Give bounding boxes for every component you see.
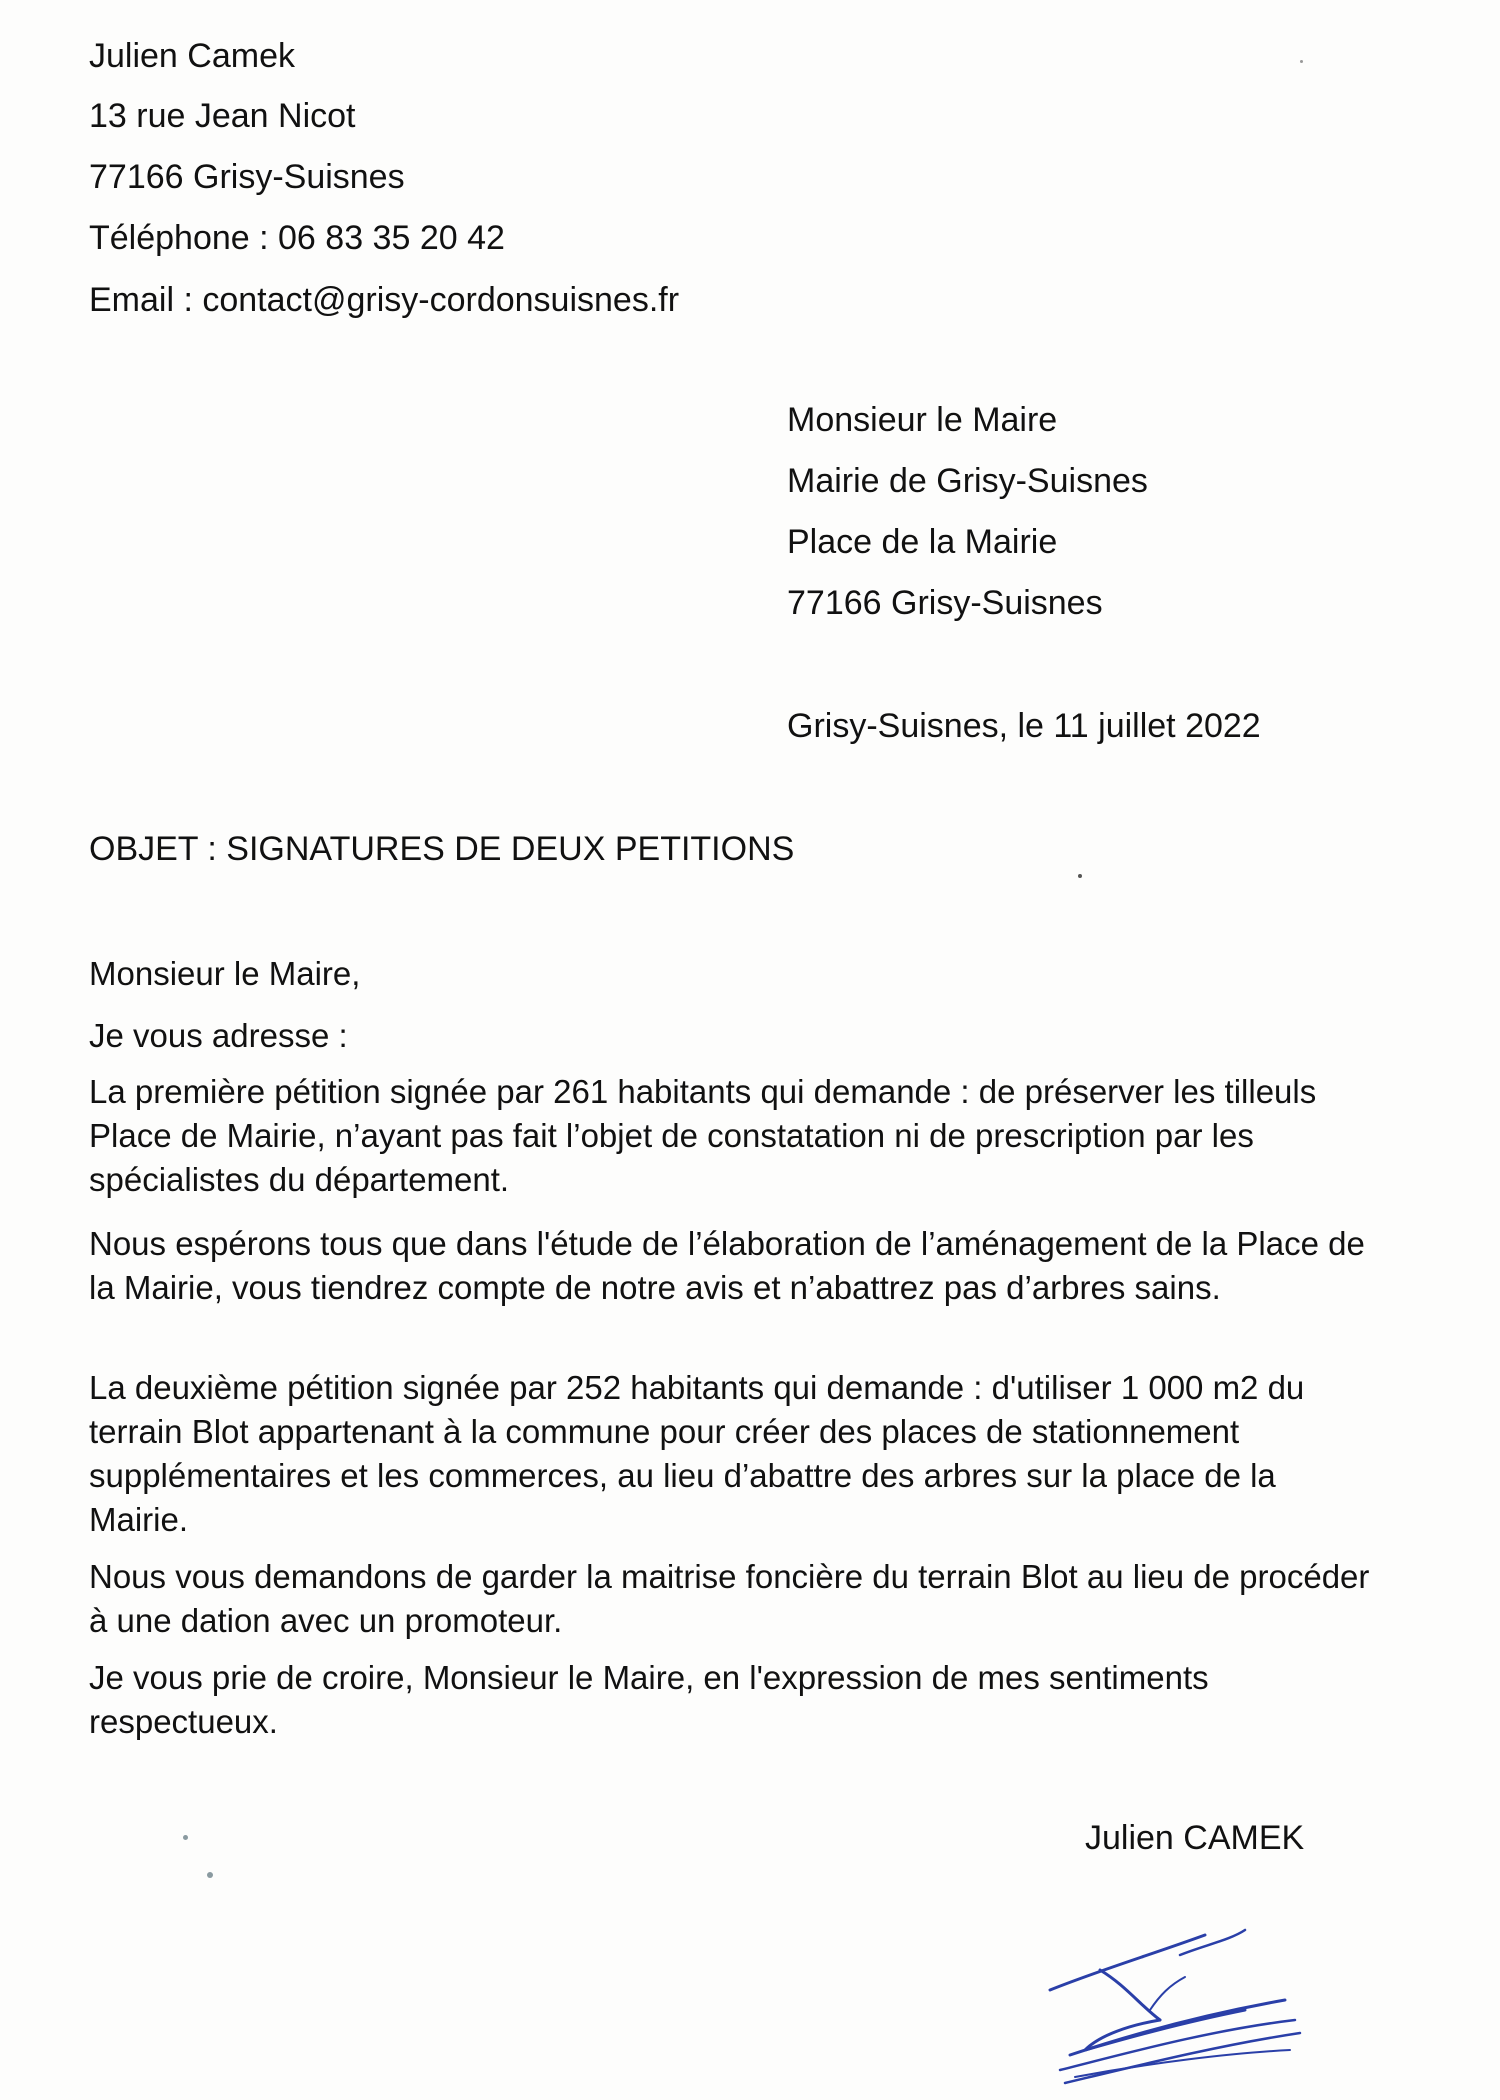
paragraph-closing: Je vous prie de croire, Monsieur le Maire, en l'expression de mes sentiments respectueux. — [89, 1659, 1209, 1740]
sender-email: Email : contact@grisy-cordonsuisnes.fr — [89, 281, 680, 319]
recipient-institution: Mairie de Grisy-Suisnes — [787, 462, 1148, 500]
signature-name: Julien CAMEK — [1085, 1819, 1305, 1857]
recipient-city: 77166 Grisy-Suisnes — [787, 584, 1103, 622]
letter-date: Grisy-Suisnes, le 11 juillet 2022 — [787, 707, 1261, 745]
handwritten-signature — [1030, 1915, 1310, 2090]
sender-street: 13 rue Jean Nicot — [89, 97, 356, 135]
sender-name: Julien Camek — [89, 37, 295, 75]
sender-phone: Téléphone : 06 83 35 20 42 — [89, 219, 505, 257]
recipient-street: Place de la Mairie — [787, 523, 1058, 561]
paragraph-land-request: Nous vous demandons de garder la maitrise foncière du terrain Blot au lieu de procéder à une dation avec un promoteur. — [89, 1558, 1370, 1639]
intro-line: Je vous adresse : — [89, 1017, 348, 1054]
scan-speck — [207, 1872, 213, 1878]
salutation: Monsieur le Maire, — [89, 955, 361, 992]
paragraph-second-petition: La deuxième pétition signée par 252 habitants qui demande : d'utiliser 1 000 m2 du terrain Blot appartenant à la commune pour créer des places de stationnement supplémentaires et les commerces, au lieu d’abattre des arbres sur la place de la Mairie. — [89, 1369, 1305, 1538]
sender-city: 77166 Grisy-Suisnes — [89, 158, 405, 196]
recipient-title: Monsieur le Maire — [787, 401, 1058, 439]
scan-speck — [1300, 60, 1303, 63]
paragraph-hope: Nous espérons tous que dans l'étude de l’élaboration de l’aménagement de la Place de la Mairie, vous tiendrez compte de notre avis et n’abattrez pas d’arbres sains. — [89, 1225, 1365, 1306]
paragraph-first-petition: La première pétition signée par 261 habitants qui demande : de préserver les tilleuls Place de Mairie, n’ayant pas fait l’objet de constatation ni de prescription par les spécialistes du département. — [89, 1073, 1317, 1198]
letter-subject: OBJET : SIGNATURES DE DEUX PETITIONS — [89, 830, 795, 868]
scan-speck — [183, 1835, 188, 1840]
scan-speck — [1078, 874, 1082, 878]
